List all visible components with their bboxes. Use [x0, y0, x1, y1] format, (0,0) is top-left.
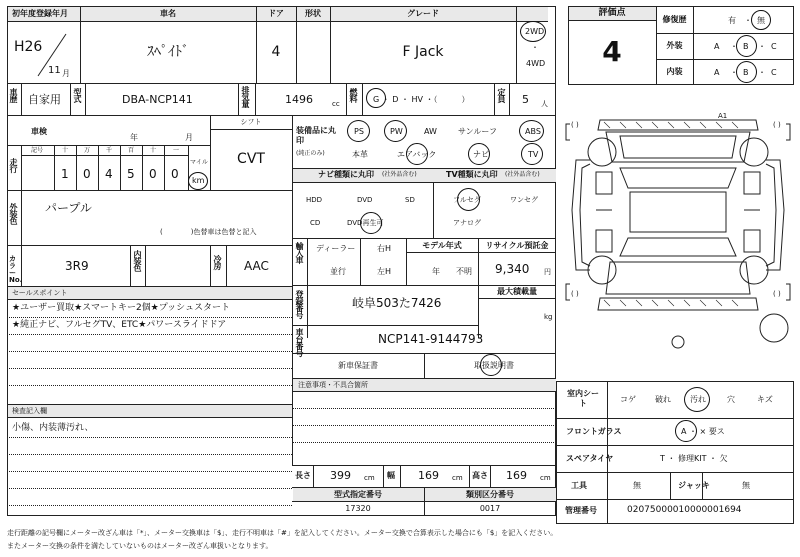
- drive-2wd-circle: [520, 21, 546, 42]
- windshield-label: フロントガラス: [566, 427, 622, 436]
- footer-note-2: またメーター交換の条件を満たしていないものはメーター改ざん車扱いとなります。: [7, 542, 273, 550]
- diagram-paren-tr: ( ): [773, 121, 781, 129]
- repair-label: 修復歴: [662, 15, 687, 24]
- spare-tire-label: スペアタイヤ: [566, 454, 614, 463]
- exterior-color-note: ( )色替車は色替と記入: [160, 228, 257, 236]
- mileage-record-label: 記号: [31, 147, 44, 154]
- mileage-place-3: 百: [128, 147, 135, 154]
- import-parallel: 並行: [330, 267, 346, 276]
- interior-color-label: 内装色: [133, 250, 142, 271]
- mileage-digit-4: 0: [149, 167, 157, 181]
- footer-note-1: 走行距離の記号欄にメーター改ざん車は「*」、メーター交換車は「$」、走行不明車は「#」を記入してください。メーター交換で合算表示した場合にも「$」を記入ください。: [7, 529, 558, 537]
- mileage-km: km: [192, 176, 205, 185]
- score-value: 4: [602, 35, 622, 68]
- equipment-abs: ABS: [525, 127, 541, 136]
- tv-fullseg-circle: [457, 188, 480, 211]
- height-label: 高さ: [472, 471, 488, 480]
- max-load-unit: kg: [544, 313, 553, 321]
- navi-cd: CD: [310, 219, 321, 227]
- tv-label: TV種類に丸印: [446, 170, 498, 179]
- displacement-unit: cc: [332, 100, 340, 108]
- first-reg-month: 11: [48, 65, 61, 76]
- mileage-digit-2: 4: [105, 167, 113, 181]
- equipment-pw-circle: [384, 120, 407, 142]
- grade-label: グレード: [407, 9, 439, 18]
- drive-dot: ・: [531, 43, 539, 52]
- navi-dvd: DVD: [357, 196, 373, 204]
- inspection-label: 車検: [31, 127, 47, 136]
- equipment-airbag-circle: [406, 143, 428, 165]
- equipment-pw: PW: [390, 127, 403, 136]
- repair-dot: ・: [744, 16, 752, 25]
- navi-hdd: HDD: [306, 196, 323, 204]
- height-unit: cm: [540, 474, 551, 482]
- car-name-value: ｽﾍﾟｲﾄﾞ: [147, 44, 189, 60]
- tv-analog: アナログ: [453, 219, 481, 227]
- navi-label: ナビ種類に丸印: [318, 170, 374, 179]
- equipment-tv-circle: [521, 143, 543, 165]
- interior-grade-dot1: ・: [730, 68, 738, 77]
- car-damage-diagram: [560, 110, 796, 380]
- sheet-dirt: 汚れ: [690, 395, 706, 404]
- tv-oneseg: ワンセグ: [510, 196, 538, 204]
- color-code-label: カラーNo.: [9, 255, 23, 284]
- drive-4wd: 4WD: [526, 59, 546, 68]
- warranty-new-car: 新車保証書: [338, 361, 378, 370]
- diagram-paren-ml: ( ): [571, 290, 579, 298]
- category-value: 0017: [479, 504, 501, 513]
- repair-no-circle: [751, 10, 771, 30]
- height-value: 169: [506, 469, 527, 482]
- spare-tire-options: T ・ 修理KIT ・ 欠: [660, 454, 728, 463]
- inspection-year: 年: [130, 133, 138, 142]
- navi-dvd-play-circle: [360, 212, 382, 234]
- recycle-unit: 円: [544, 268, 551, 276]
- jack-value: 無: [742, 481, 750, 490]
- import-dealer: ディーラー: [316, 244, 356, 253]
- equipment-tv: TV: [528, 150, 539, 159]
- windshield-options: A ・ × 要ス: [681, 427, 725, 436]
- mileage-place-5: 一: [173, 147, 180, 154]
- diagram-paren-mr: ( ): [773, 290, 781, 298]
- mileage-mile: マイル: [190, 159, 208, 166]
- recycle-label: リサイクル預託金: [485, 241, 549, 250]
- fuel-options: G ・ D ・ HV ・（ ）: [373, 95, 470, 104]
- sales-point-line-2: ★純正ナビ、フルセグTV、ETC★パワースライドドア: [12, 320, 227, 330]
- doors-label: ドア: [268, 9, 284, 18]
- sales-point-label: セールスポイント: [12, 289, 68, 297]
- length-label: 長さ: [295, 471, 311, 480]
- equipment-sunroof: サンルーフ: [458, 127, 497, 136]
- exterior-grade-dot2: ・: [758, 42, 766, 51]
- color-code-value: 3R9: [65, 259, 89, 273]
- registration-value: 岐阜503た7426: [352, 296, 442, 310]
- management-value: 02075000010000001694: [627, 505, 742, 515]
- length-value: 399: [330, 469, 351, 482]
- capacity-unit: 人: [541, 100, 548, 108]
- warranty-manual: 取扱説明書: [474, 361, 514, 370]
- grade-value: F Jack: [402, 44, 444, 60]
- interior-grade-b: B: [743, 68, 749, 77]
- width-label: 幅: [387, 471, 395, 480]
- max-load-label: 最大積載量: [497, 287, 537, 296]
- equipment-abs-circle: [519, 120, 544, 142]
- mileage-place-0: 十: [62, 147, 69, 154]
- sheet-burn: コゲ: [620, 395, 636, 404]
- mileage-digit-1: 0: [83, 167, 91, 181]
- navi-dvd-play: DVD再生可: [347, 219, 384, 227]
- registration-label: 登録番号: [295, 290, 304, 318]
- displacement-value: 1496: [285, 93, 313, 106]
- first-reg-label: 初年度登録年月: [12, 9, 68, 18]
- equipment-label: 装備品に丸印: [296, 126, 336, 145]
- mileage-digit-5: 0: [171, 167, 179, 181]
- inspection-month: 月: [185, 133, 193, 142]
- repair-yes: 有: [728, 16, 736, 25]
- sheet-dirt-circle: [684, 387, 710, 412]
- first-reg-month-unit: 月: [62, 69, 70, 78]
- shift-value: CVT: [237, 151, 265, 167]
- model-year-year: 年: [432, 267, 440, 276]
- sales-point-line-1: ★ユーザー買取★スマートキー2個★プッシュスタート: [12, 303, 230, 313]
- length-unit: cm: [364, 474, 375, 482]
- recycle-value: 9,340: [495, 262, 530, 276]
- exterior-grade-label: 外装: [666, 41, 683, 50]
- inspector-label: 検査記入欄: [12, 407, 47, 415]
- mileage-place-4: 十: [150, 147, 157, 154]
- exterior-grade-a: A: [714, 42, 720, 51]
- jack-label: ジャッキ: [678, 481, 710, 490]
- model-name-label: 車名: [160, 9, 176, 18]
- navi-sub: (社外品含む): [382, 171, 417, 178]
- warranty-manual-circle: [480, 354, 502, 376]
- chassis-label: 車台番号: [295, 328, 304, 356]
- exterior-grade-b: B: [743, 42, 749, 51]
- interior-grade-label: 内装: [666, 67, 683, 76]
- mileage-place-2: 千: [106, 147, 113, 154]
- mileage-km-circle: [188, 172, 208, 190]
- windshield-a-circle: [675, 420, 697, 442]
- usage-value: 自家用: [28, 93, 61, 106]
- width-unit: cm: [452, 474, 463, 482]
- usage-label: 車歴: [9, 88, 18, 102]
- shift-label: シフト: [240, 118, 262, 126]
- equipment-ps: PS: [354, 127, 364, 136]
- ac-value: AAC: [244, 259, 269, 273]
- damage-mark-a1: A1: [718, 112, 728, 120]
- diagram-paren-tl: ( ): [571, 121, 579, 129]
- repair-no: 無: [757, 16, 765, 25]
- capacity-label: 定員: [497, 88, 506, 102]
- drive-2wd: 2WD: [525, 27, 545, 36]
- first-reg-era: H26: [14, 39, 43, 55]
- sheet-hole: 穴: [727, 395, 735, 404]
- exterior-color-value: パープル: [45, 201, 92, 215]
- equipment-navi-circle: [468, 143, 490, 165]
- chassis-value: NCP141-9144793: [378, 332, 484, 346]
- fuel-g-circle: [366, 88, 386, 108]
- interior-grade-c: C: [771, 68, 777, 77]
- displacement-label: 排気量: [241, 86, 250, 107]
- tools-label: 工具: [571, 481, 587, 490]
- width-value: 169: [418, 469, 439, 482]
- type-value: DBA-NCP141: [122, 93, 193, 106]
- equipment-airbag: エアバック: [397, 150, 437, 159]
- navi-sd: SD: [405, 196, 415, 204]
- score-label: 評価点: [598, 8, 626, 18]
- exterior-color-label: 外装色: [9, 203, 18, 224]
- interior-grade-dot2: ・: [758, 68, 766, 77]
- management-label: 管理番号: [565, 506, 597, 515]
- shape-label: 形状: [305, 9, 321, 18]
- import-right: 右H: [377, 244, 392, 253]
- tv-sub: (社外品含む): [505, 171, 540, 178]
- designation-label: 型式指定番号: [334, 490, 382, 499]
- equipment-aw: AW: [424, 127, 437, 136]
- model-year-unknown: 不明: [456, 267, 472, 276]
- sheet-scratch: キズ: [757, 395, 773, 404]
- type-label: 型式: [73, 88, 82, 102]
- mileage-label: 走行: [9, 158, 18, 172]
- tv-fullseg: フルセグ: [453, 196, 481, 204]
- model-year-label: モデル年式: [422, 241, 462, 250]
- exterior-grade-c: C: [771, 42, 777, 51]
- import-left: 左H: [377, 267, 392, 276]
- mileage-digit-0: 1: [61, 167, 69, 181]
- doors-value: 4: [271, 44, 281, 60]
- capacity-value: 5: [522, 93, 529, 106]
- ac-label: 冷房: [213, 255, 222, 269]
- mileage-place-1: 万: [84, 147, 91, 154]
- interior-grade-circle: [736, 61, 757, 83]
- equipment-navi: ナビ: [473, 150, 489, 159]
- interior-sheet-label: 室内シート: [567, 389, 599, 409]
- tools-value: 無: [633, 481, 641, 490]
- exterior-grade-dot1: ・: [730, 42, 738, 51]
- equipment-ps-circle: [347, 120, 370, 142]
- designation-value: 17320: [345, 504, 371, 513]
- sheet-tear: 破れ: [655, 395, 671, 404]
- equipment-leather: 本革: [352, 150, 368, 159]
- inspector-text: 小傷、内装薄汚れ、: [12, 423, 94, 433]
- category-label: 類別区分番号: [466, 490, 514, 499]
- interior-grade-a: A: [714, 68, 720, 77]
- import-label: 輸入車: [295, 242, 304, 263]
- equipment-sub: (純正のみ): [296, 150, 325, 157]
- fuel-label: 燃料: [349, 88, 358, 102]
- notes-label: 注意事項・不具合箇所: [298, 381, 368, 389]
- exterior-grade-circle: [736, 35, 757, 57]
- mileage-digit-3: 5: [127, 167, 135, 181]
